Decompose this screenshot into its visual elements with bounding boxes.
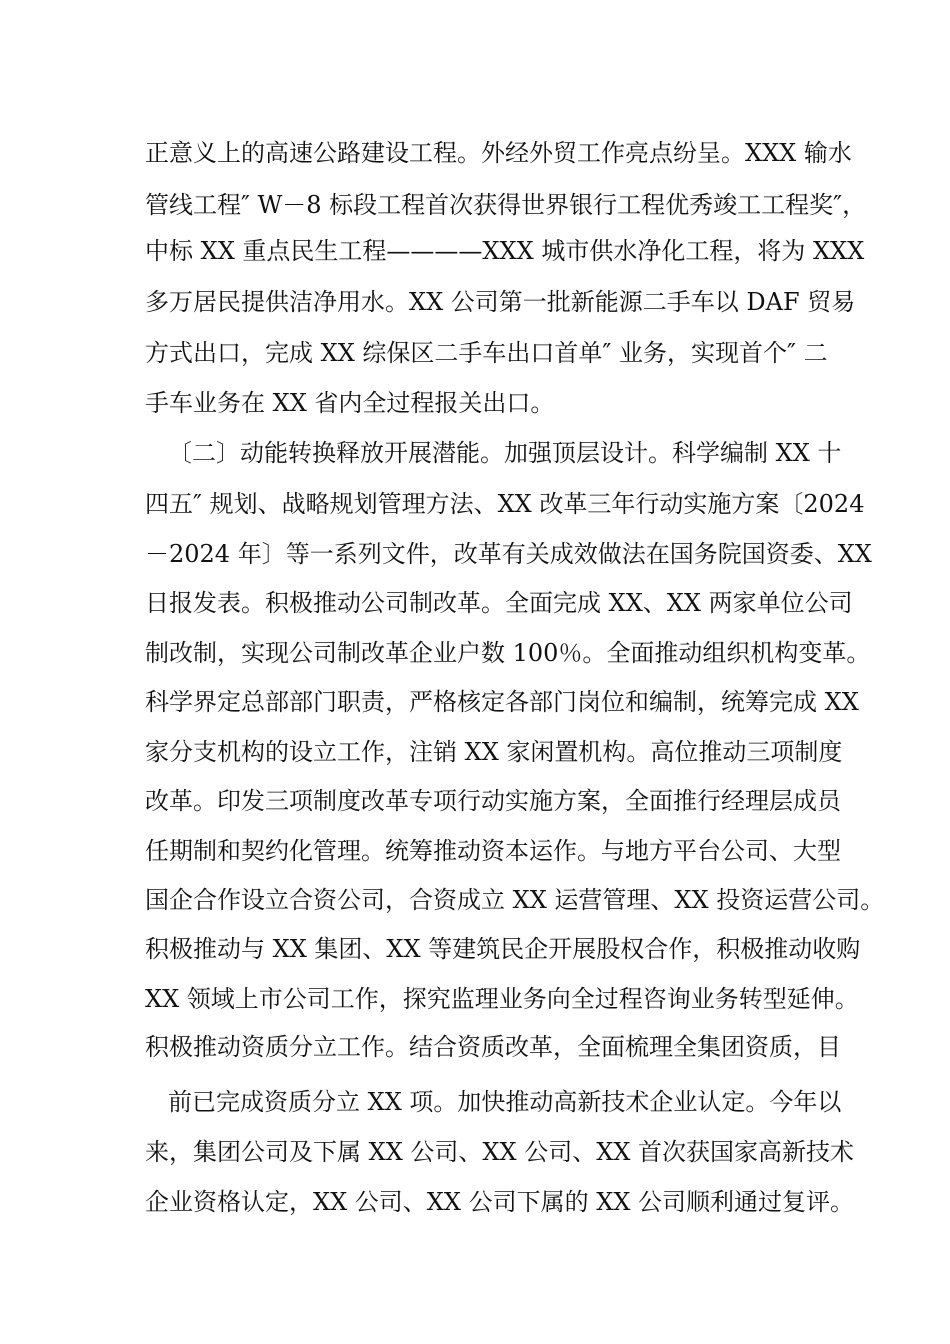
text-line: 制改制，实现公司制改革企业户数 100％。全面推动组织机构变革。	[145, 639, 871, 667]
text-line: 科学界定总部部门职责，严格核定各部门岗位和编制，统筹完成 XX	[145, 688, 859, 716]
text-line: 前已完成资质分立 XX 项。加快推动高新技术企业认定。今年以	[168, 1088, 842, 1116]
text-line: 来，集团公司及下属 XX 公司、XX 公司、XX 首次获国家高新技术	[145, 1138, 855, 1166]
text-line: 管线工程″ W－8 标段工程首次获得世界银行工程优秀竣工工程奖″，	[145, 191, 867, 219]
text-line: 积极推动与 XX 集团、XX 等建筑民企开展股权合作，积极推动收购	[145, 935, 861, 963]
text-line: 方式出口，完成 XX 综保区二手车出口首单″ 业务，实现首个″ 二	[145, 339, 828, 367]
text-line: 中标 XX 重点民生工程————XXX 城市供水净化工程，将为 XXX	[145, 237, 865, 265]
paragraph-start-line: 〔二〕动能转换释放开展潜能。加强顶层设计。科学编制 XX 十	[168, 439, 842, 467]
text-line: 任期制和契约化管理。统筹推动资本运作。与地方平台公司、大型	[145, 837, 841, 865]
text-line: 企业资格认定，XX 公司、XX 公司下属的 XX 公司顺利通过复评。	[145, 1188, 855, 1216]
text-line: 改革。印发三项制度改革专项行动实施方案，全面推行经理层成员	[145, 787, 841, 815]
text-line: 积极推动资质分立工作。结合资质改革，全面梳理全集团资质，目	[145, 1033, 841, 1061]
text-line: 多万居民提供洁净用水。XX 公司第一批新能源二手车以 DAF 贸易	[145, 288, 856, 316]
text-line: 家分支机构的设立工作，注销 XX 家闲置机构。高位推动三项制度	[145, 738, 843, 766]
text-line: 正意义上的高速公路建设工程。外经外贸工作亮点纷呈。XXX 输水	[145, 139, 852, 167]
text-line: －2024 年〕等一系列文件，改革有关成效做法在国务院国资委、XX	[145, 540, 872, 568]
text-line: 日报发表。积极推动公司制改革。全面完成 XX、XX 两家单位公司	[145, 589, 853, 617]
text-line: XX 领域上市公司工作，探究监理业务向全过程咨询业务转型延伸。	[145, 985, 859, 1013]
text-line: 国企合作设立合资公司，合资成立 XX 运营管理、XX 投资运营公司。	[145, 886, 885, 914]
text-line: 四五″ 规划、战略规划管理方法、XX 改革三年行动实施方案〔2024	[145, 490, 865, 518]
text-line: 手车业务在 XX 省内全过程报关出口。	[145, 389, 555, 417]
